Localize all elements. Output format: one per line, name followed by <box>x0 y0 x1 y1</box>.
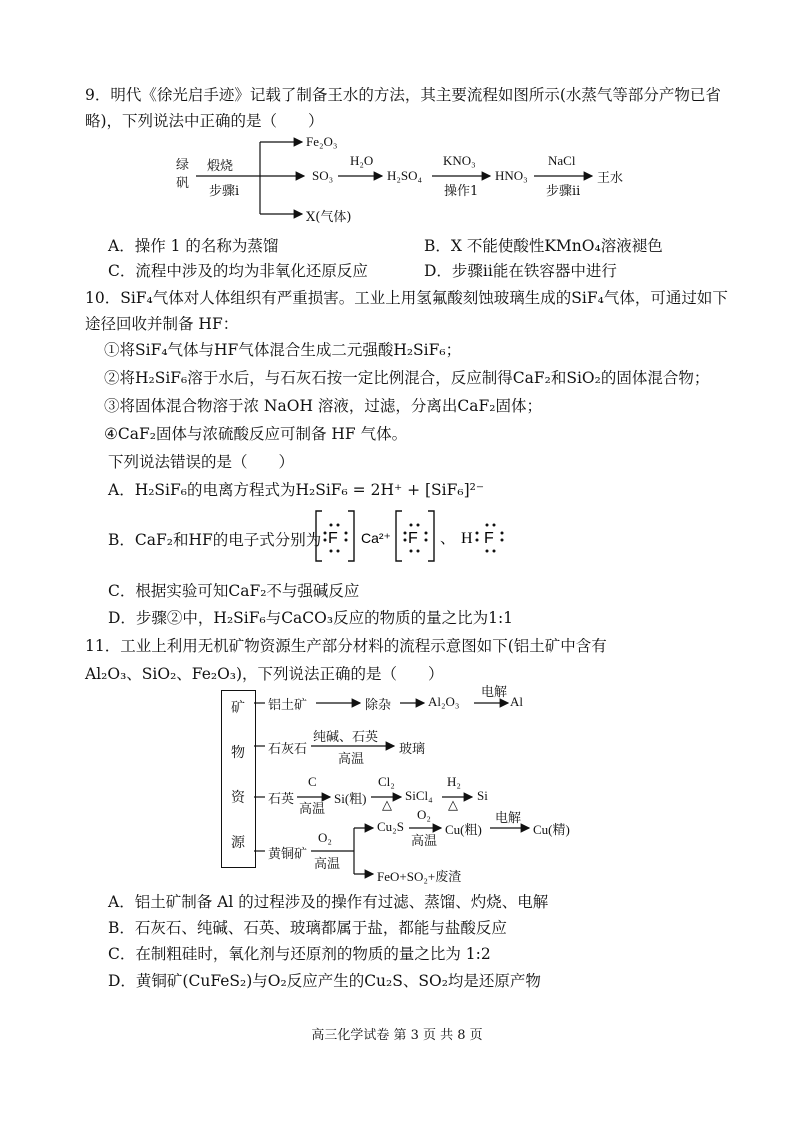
q10-step-3: ③将固体混合物溶于浓 NaOH 溶液，过滤，分离出CaF₂固体； <box>104 397 542 415</box>
q11-r1-a: 铝土矿 <box>268 698 308 713</box>
q9-end: 王水 <box>597 171 624 186</box>
q9-h2so4: H₂SO₄ <box>387 168 423 183</box>
q10-step-2: ②将H₂SiF₆溶于水后，与石灰石按一定比例混合，反应制得CaF₂和SiO₂的固体混合物； <box>104 369 710 387</box>
q11-r4-e: FeO+SO₂+废渣 <box>377 869 462 884</box>
q11-source-char-4: 源 <box>231 835 245 851</box>
q10-option-b-prefix: B．CaF₂和HF的电子式分别为 <box>108 531 322 549</box>
q10-stem-line1: 10．SiF₄气体对人体组织有严重损害。工业上用氢氟酸刻蚀玻璃生成的SiF₄气体，可通过如下 <box>85 289 728 307</box>
q11-source-char-2: 物 <box>231 745 245 761</box>
q11-source-char-1: 矿 <box>231 700 245 716</box>
q9-hno3: HNO₃ <box>495 168 528 183</box>
q11-r1-c: Al₂O₃ <box>428 694 460 709</box>
q10-f-1: F <box>328 530 338 547</box>
q11-r1-d: Al <box>510 694 523 709</box>
q9-start: 绿矾 <box>176 158 190 191</box>
q9-h2o: H₂O <box>350 153 374 168</box>
q9-stem-line1: 9．明代《徐光启手迹》记载了制备王水的方法，其主要流程如图所示(水蒸气等部分产物已省 <box>85 86 721 104</box>
q11-r4-c2-bottom: 高温 <box>411 834 438 849</box>
q9-step2: 步骤ii <box>546 184 581 199</box>
q10-f-3: F <box>484 530 494 547</box>
q11-r4-c: Cu(粗) <box>445 822 482 837</box>
q11-r3-c2-top: Cl₂ <box>378 774 395 789</box>
q9-option-d: D．步骤ii能在铁容器中进行 <box>424 262 617 280</box>
q11-r3-c2-bottom: △ <box>382 797 392 812</box>
q9-stem-line2: 略)，下列说法中正确的是（ ） <box>85 112 324 130</box>
q11-r3-c1-top: C <box>308 774 317 789</box>
q10-step-1: ①将SiF₄气体与HF气体混合生成二元强酸H₂SiF₆； <box>104 341 462 359</box>
q11-r1-cond: 电解 <box>481 685 508 700</box>
q11-stem-line1: 11．工业上利用无机矿物资源生产部分材料的流程示意图如下(铝土矿中含有 <box>85 637 607 655</box>
q11-option-c: C．在制粗硅时，氧化剂与还原剂的物质的量之比为 1:2 <box>108 945 491 963</box>
q11-r4-d: Cu(精) <box>533 822 570 837</box>
q11-r2-d: 玻璃 <box>399 742 426 757</box>
q10-sep: 、 <box>440 529 456 547</box>
q9-top-product: Fe₂O₃ <box>306 134 338 149</box>
q11-option-b: B．石灰石、纯碱、石英、玻璃都属于盐，都能与盐酸反应 <box>108 919 507 937</box>
q10-h: H <box>461 530 473 547</box>
q9-gas: X(气体) <box>306 210 352 225</box>
q11-r2-a: 石灰石 <box>268 742 308 757</box>
q9-nacl: NaCl <box>548 153 576 168</box>
q10-option-a: A．H₂SiF₆的电离方程式为H₂SiF₆ = 2H⁺ + [SiF₆]²⁻ <box>108 481 485 499</box>
q11-r2-cond-bottom: 高温 <box>338 752 365 767</box>
q11-r3-d: Si <box>477 788 488 803</box>
q10-f-2: F <box>408 530 418 547</box>
q9-kno3: KNO₃ <box>443 153 476 168</box>
q10-option-d: D．步骤②中，H₂SiF₆与CaCO₃反应的物质的量之比为1:1 <box>108 609 514 627</box>
q11-r3-c: SiCl₄ <box>405 788 433 803</box>
q11-option-d: D．黄铜矿(CuFeS₂)与O₂反应产生的Cu₂S、SO₂均是还原产物 <box>108 972 541 990</box>
q9-option-b: B．X 不能使酸性KMnO₄溶液褪色 <box>424 237 663 255</box>
q9-so3: SO₃ <box>312 168 334 183</box>
q9-option-c: C．流程中涉及的均为非氧化还原反应 <box>108 262 368 280</box>
q11-r4-c2-top: O₂ <box>417 807 431 822</box>
q10-option-c: C．根据实验可知CaF₂不与强碱反应 <box>108 582 360 600</box>
q11-r4-c1-bottom: 高温 <box>314 857 341 872</box>
q11-source-char-3: 资 <box>231 790 245 806</box>
q11-r3-a: 石英 <box>268 792 295 807</box>
q10-stem-line2: 途径回收并制备 HF： <box>85 315 239 333</box>
q11-r3-b: Si(粗) <box>334 791 367 806</box>
q10-step-4: ④CaF₂固体与浓硫酸反应可制备 HF 气体。 <box>104 425 408 443</box>
q9-step1-bottom: 步骤i <box>209 184 240 199</box>
q11-r1-b: 除杂 <box>365 698 392 713</box>
q9-step1-top: 煅烧 <box>207 159 234 174</box>
q11-r4-c1-top: O₂ <box>318 830 332 845</box>
q9-option-a: A．操作 1 的名称为蒸馏 <box>108 237 279 255</box>
q9-op1: 操作1 <box>444 184 479 199</box>
q10-question: 下列说法错误的是（ ） <box>108 453 295 471</box>
q11-r4-a: 黄铜矿 <box>268 847 308 862</box>
q11-r4-c3-top: 电解 <box>495 811 522 826</box>
q11-r3-c3-top: H₂ <box>447 774 461 789</box>
q10-ca: Ca²⁺ <box>361 530 391 546</box>
q11-r3-c3-bottom: △ <box>448 797 458 812</box>
q11-r2-cond-top: 纯碱、石英 <box>313 730 379 745</box>
q11-stem-line2: Al₂O₃、SiO₂、Fe₂O₃)，下列说法正确的是（ ） <box>85 665 444 683</box>
q11-r4-b: Cu₂S <box>377 819 404 834</box>
q11-option-a: A．铝土矿制备 Al 的过程涉及的操作有过滤、蒸馏、灼烧、电解 <box>108 893 549 911</box>
q11-r3-c1-bottom: 高温 <box>299 802 326 817</box>
page-footer: 高三化学试卷 第 3 页 共 8 页 <box>311 1028 483 1043</box>
